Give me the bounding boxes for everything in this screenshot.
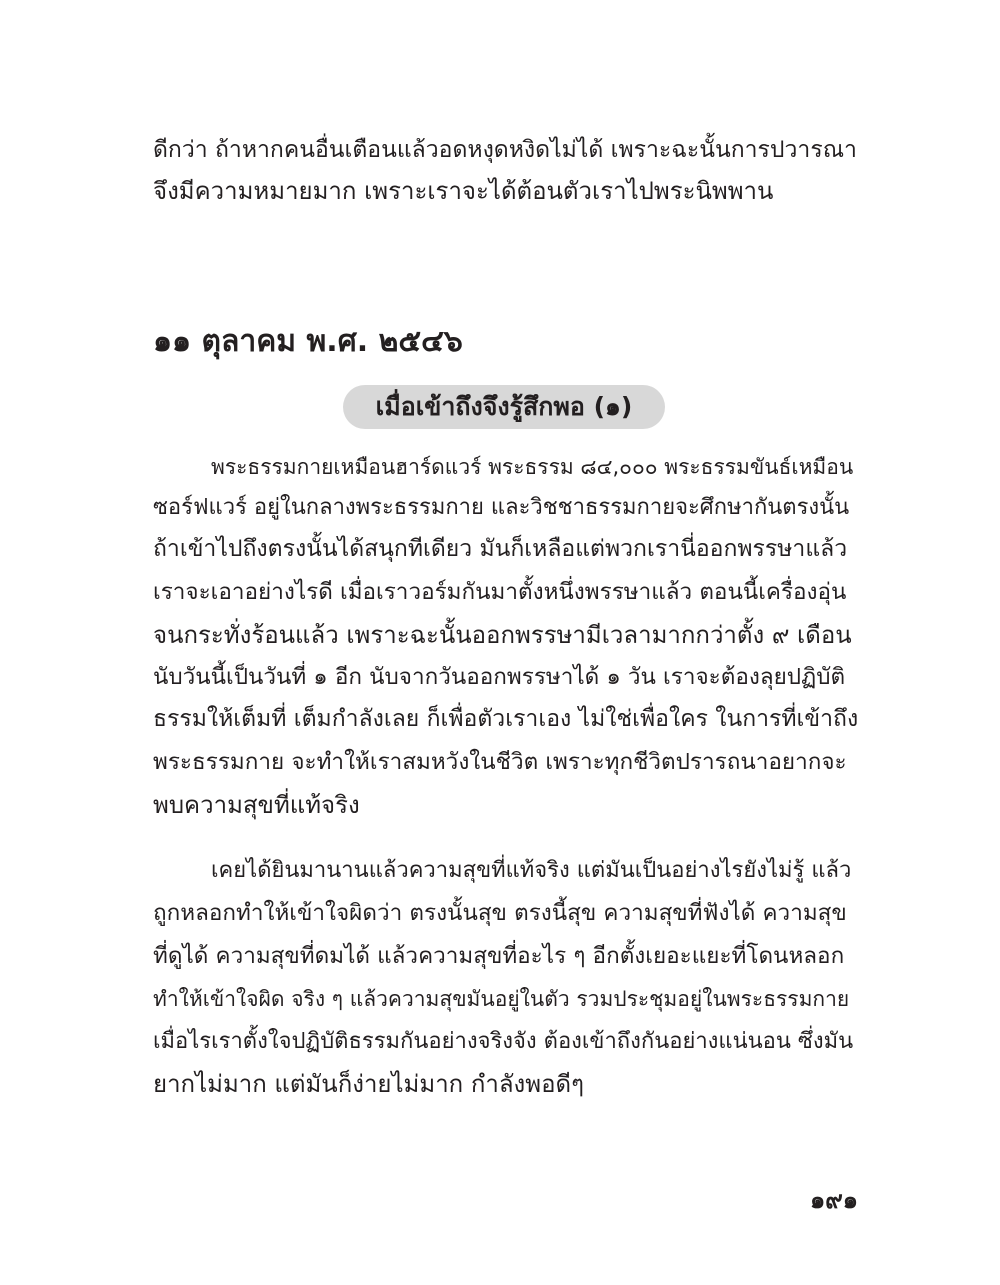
paragraph-line: ทำให้เข้าใจผิด จริง ๆ แล้วความสุขมันอยู่ในตัว รวมประชุมอยู่ในพระธรรมกาย: [153, 987, 850, 1011]
date-heading: ๑๑ ตุลาคม พ.ศ. ๒๕๔๖: [153, 324, 463, 359]
paragraph-line: ยากไม่มาก แต่มันก็ง่ายไม่มาก กำลังพอดีๆ: [153, 1070, 584, 1098]
page-number: ๑๙๑: [809, 1186, 858, 1214]
paragraph-line: นับวันนี้เป็นวันที่ ๑ อีก นับจากวันออกพรรษาได้ ๑ วัน เราจะต้องลุยปฏิบัติ: [153, 664, 846, 690]
paragraph-line: พระธรรมกาย จะทำให้เราสมหวังในชีวิต เพราะทุกชีวิตปรารถนาอยากจะ: [153, 749, 847, 775]
paragraph-line: ถ้าเข้าไปถึงตรงนั้นได้สนุกทีเดียว มันก็เหลือแต่พวกเรานี่ออกพรรษาแล้ว: [153, 536, 848, 562]
intro-line: จึงมีความหมายมาก เพราะเราจะได้ต้อนตัวเราไปพระนิพพาน: [153, 177, 774, 205]
paragraph-line: ธรรมให้เต็มที่ เต็มกำลังเลย ก็เพื่อตัวเราเอง ไม่ใช่เพื่อใคร ในการที่เข้าถึง: [153, 706, 859, 732]
paragraph-line: พบความสุขที่แท้จริง: [153, 791, 360, 819]
section-title: เมื่อเข้าถึงจึงรู้สึกพอ (๑): [375, 392, 633, 421]
paragraph-line: ที่ดูได้ ความสุขที่ดมได้ แล้วความสุขที่อะไร ๆ อีกตั้งเยอะแยะที่โดนหลอก: [153, 943, 845, 969]
intro-line: ดีกว่า ถ้าหากคนอื่นเตือนแล้วอดหงุดหงิดไม่ได้ เพราะฉะนั้นการปวารณา: [153, 137, 857, 163]
section-title-pill: [343, 385, 665, 429]
paragraph-line: เคยได้ยินมานานแล้วความสุขที่แท้จริง แต่มันเป็นอย่างไรยังไม่รู้ แล้ว: [211, 858, 852, 883]
paragraph-line: ถูกหลอกทำให้เข้าใจผิดว่า ตรงนั้นสุข ตรงนี้สุข ความสุขที่ฟังได้ ความสุข: [153, 900, 847, 926]
paragraph-line: เราจะเอาอย่างไรดี เมื่อเราวอร์มกันมาตั้งหนึ่งพรรษาแล้ว ตอนนี้เครื่องอุ่น: [153, 579, 847, 605]
paragraph-line: ซอร์ฟแวร์ อยู่ในกลางพระธรรมกาย และวิชชาธรรมกายจะศึกษากันตรงนั้น: [153, 495, 850, 520]
paragraph-line: จนกระทั่งร้อนแล้ว เพราะฉะนั้นออกพรรษามีเวลามากกว่าตั้ง ๙ เดือน: [153, 621, 852, 649]
paragraph-line: พระธรรมกายเหมือนฮาร์ดแวร์ พระธรรม ๘๔,๐๐๐ พระธรรมขันธ์เหมือน: [211, 455, 854, 479]
paragraph-line: เมื่อไรเราตั้งใจปฏิบัติธรรมกันอย่างจริงจัง ต้องเข้าถึงกันอย่างแน่นอน ซึ่งมัน: [153, 1029, 854, 1054]
